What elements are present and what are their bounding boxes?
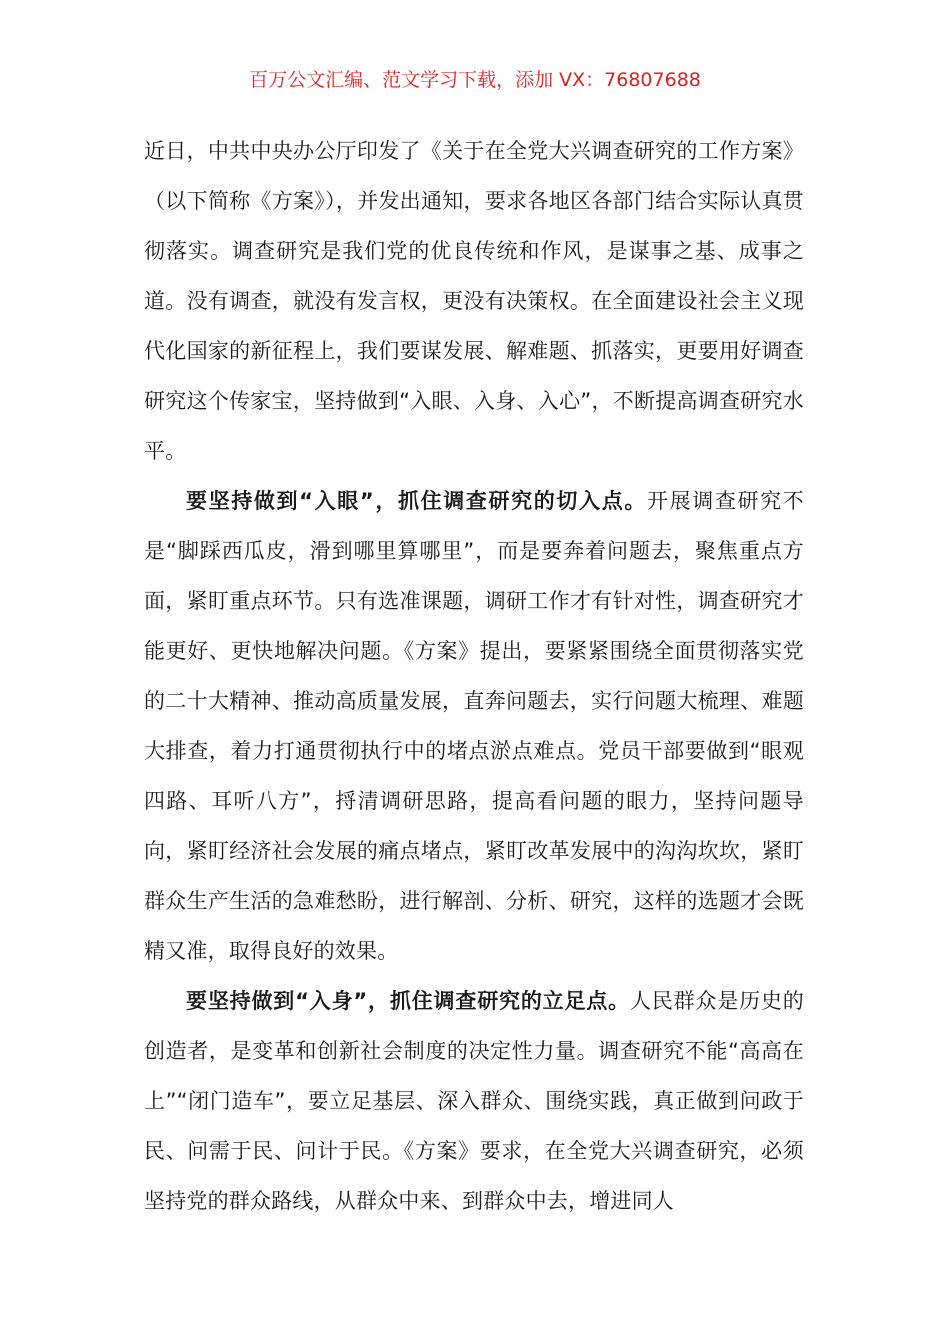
paragraph-text: 开展调查研究不是“脚踩西瓜皮，滑到哪里算哪里”，而是要奔着问题去，聚焦重点方面，紧盯重点环节。只有选准课题，调研工作才有针对性，调查研究才能更好、更快地解决问题。《方案》提出，要紧紧围绕全面贯彻落实党的二十大精神、推动高质量发展，直奔问题去，实行问题大梳理、难题大排查，着力打通贯彻执行中的堵点淤点难点。党员干部要做到“眼观四路、耳听八方”，捋清调研思路，提高看问题的眼力，坚持问题导向，紧盯经济社会发展的痛点堵点，紧盯改革发展中的沟沟坎坎，紧盯群众生产生活的急难愁盼，进行解剖、分析、研究，这样的选题才会既精又准，取得良好的效果。 (144, 489, 804, 963)
paragraph-text: 人民群众是历史的创造者，是变革和创新社会制度的决定性力量。调查研究不能“高高在上”“闭门造车”，要立足基层、深入群众、围绕实践，真正做到问政于民、问需于民、问计于民。《方案》要求，在全党大兴调查研究，必须坚持党的群众路线，从群众中来、到群众中去，增进同人 (144, 989, 804, 1213)
paragraph-body (144, 976, 804, 1226)
paragraph-lead: 要坚持做到“入身”，抓住调查研究的立足点。 (186, 989, 630, 1013)
paragraph-text: 近日，中共中央办公厅印发了《关于在全党大兴调查研究的工作方案》（以下简称《方案》），并发出通知，要求各地区各部门结合实际认真贯彻落实。调查研究是我们党的优良传统和作风，是谋事之基、成事之道。没有调查，就没有发言权，更没有决策权。在全面建设社会主义现代化国家的新征程上，我们要谋发展、解难题、抓落实，更要用好调查研究这个传家宝，坚持做到“入眼、入身、入心”，不断提高调查研究水平。 (144, 139, 804, 463)
paragraph-lead: 要坚持做到“入眼”，抓住调查研究的切入点。 (186, 489, 647, 513)
paragraph-eye (144, 476, 804, 976)
watermark-header: 百万公文汇编、范文学习下载，添加 VX：76807688 (249, 69, 701, 91)
document-body (144, 126, 804, 1226)
paragraph-intro (144, 126, 804, 476)
